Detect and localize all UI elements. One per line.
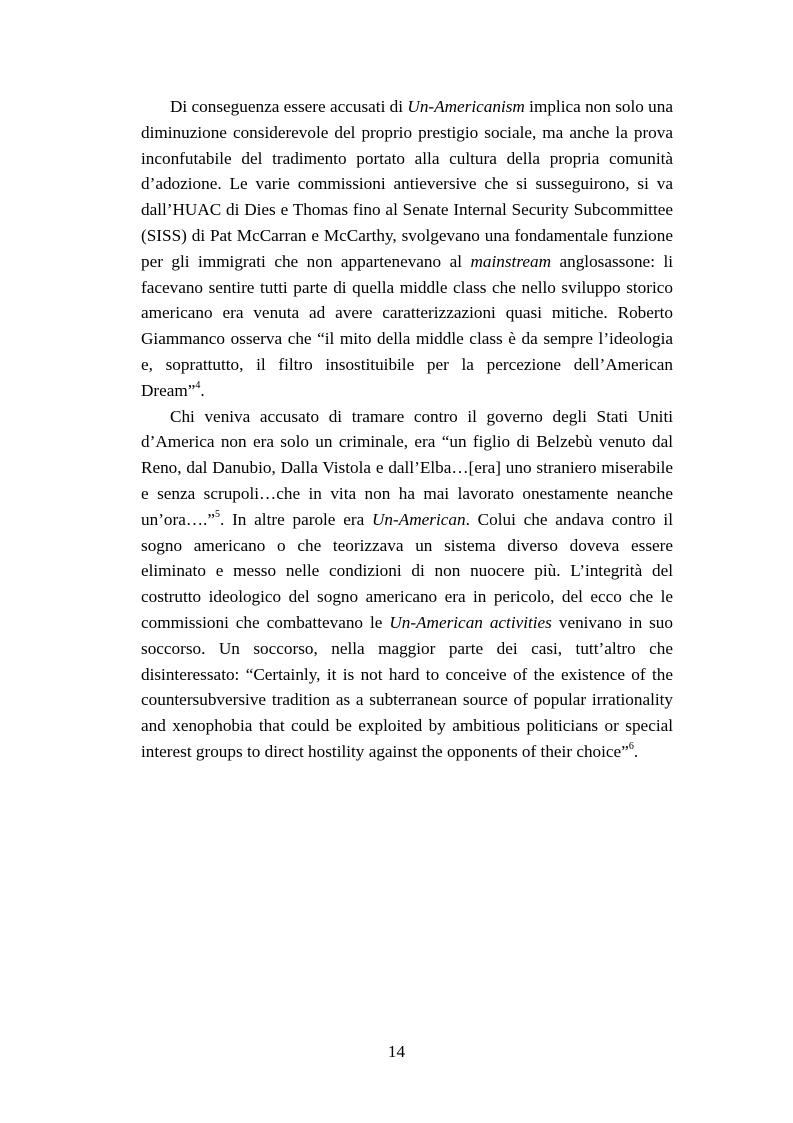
text-run: . Colui che andava contro il sogno americano o che teorizzava un sistema diverso doveva essere eliminato e messo nelle condizioni di non nuocere più. L’integrità del costrutto ideologico del sogno americano era in pericolo, del ecco che le commissioni che combattevano le	[141, 509, 673, 632]
paragraph-2	[141, 404, 673, 765]
page-number: 14	[387, 1042, 406, 1061]
italic-term: Un-American activities	[389, 612, 552, 632]
italic-term: Un-American	[372, 509, 466, 529]
footnote-ref: 5	[214, 509, 220, 521]
text-run: Di conseguenza essere accusati di	[170, 97, 408, 116]
text-run: venivano in suo soccorso. Un soccorso, nella maggior parte dei casi, tutt’altro che disinteressato: “Certainly, it is not hard to conceive of the existence of the countersubversive tradition as a subterranean source of popular irrationality and xenophobia that could be exploited by ambitious politicians or special interest groups to direct hostility against the opponents of their choice”	[141, 612, 673, 761]
text-run: .	[633, 741, 639, 761]
text-run: .	[200, 380, 205, 400]
italic-term: mainstream	[470, 251, 552, 271]
body-text	[141, 94, 673, 765]
footnote-ref: 4	[195, 380, 201, 392]
text-run: . In altre parole era	[219, 509, 372, 529]
italic-term: Un-Americanism	[407, 97, 525, 116]
text-run: Chi veniva accusato di tramare contro il governo degli Stati Uniti d’America non era solo un criminale, era “un figlio di Belzebù venuto dal Reno, dal Danubio, Dalla Vistola e dall’Elba…[era] uno straniero miserabile e senza scrupoli…che in vita non ha mai lavorato onestamente neanche un’ora….”	[141, 406, 673, 529]
text-run: implica non solo una diminuzione considerevole del proprio prestigio sociale, ma anche la prova inconfutabile del tradimento portato alla cultura della propria comunità d’adozione. Le varie commissioni antieversive che si susseguirono, si va dall’HUAC di Dies e Thomas fino al Senate Internal Security Subcommittee (SISS) di Pat McCarran e McCarthy, svolgevano una fondamentale funzione per gli immigrati che non appartenevano al	[141, 97, 673, 271]
paragraph-1	[141, 94, 673, 404]
text-run: anglosassone: li facevano sentire tutti parte di quella middle class che nello sviluppo storico americano era venuta ad avere caratterizzazioni quasi mitiche. Roberto Giammanco osserva che “il mito della middle class è da sempre l’ideologia e, soprattutto, il filtro insostituibile per la percezione dell’American Dream”	[141, 251, 673, 400]
footnote-ref: 6	[628, 741, 634, 753]
